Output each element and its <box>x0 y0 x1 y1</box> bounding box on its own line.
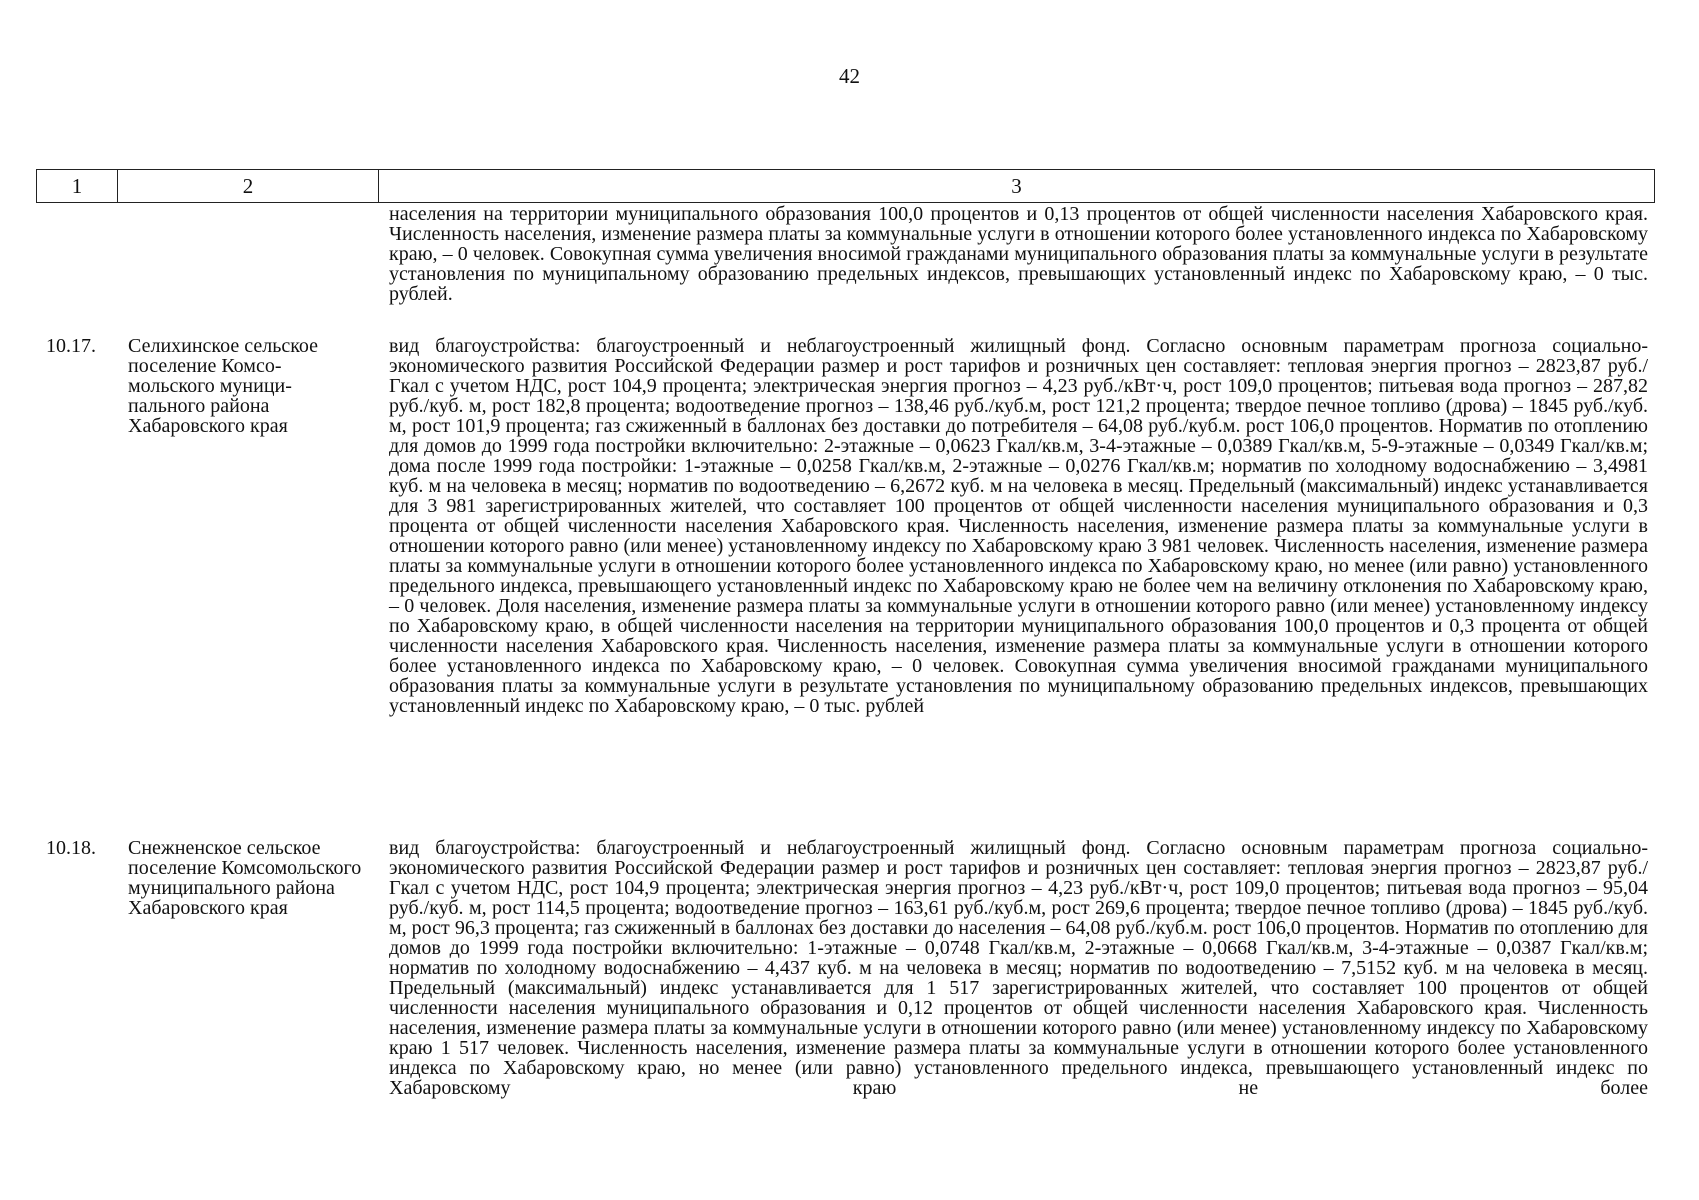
row-number: 10.18. <box>46 837 96 859</box>
page-number: 42 <box>839 64 860 88</box>
table-header <box>36 169 1655 203</box>
row-text: вид благоустройства: благоустроенный и неблагоустроенный жилищный фонд. Согласно основным параметрам прогноза социально-экономического развития Российской Федерации размер и рост тарифов и розничных цен составляет: тепловая энергия прогноз – 2823,87 руб./Гкал с учетом НДС, рост 104,9 процента; электрическая энергия прогноз – 4,23 руб./кВт·ч, рост 109,0 процентов; питьевая вода прогноз – 95,04 руб./куб. м, рост 114,5 процента; водоотведение прогноз – 163,61 руб./куб.м, рост 269,6 процента; твердое печное топливо (дрова) – 1845 руб./куб. м, рост 96,3 процента; газ сжиженный в баллонах без доставки до населения – 64,08 руб./куб.м. рост 106,0 процентов. Норматив по отоплению для домов до 1999 года постройки включительно: 1-этажные – 0,0748 Гкал/кв.м, 2-этажные – 0,0668 Гкал/кв.м, 3-4-этажные – 0,0387 Гкал/кв.м; норматив по холодному водоснабжению – 4,437 куб. м на человека в месяц; норматив по водоотведению – 7,5152 куб. м на человека в месяц. Предельный (максимальный) индекс устанавливается для 1 517 зарегистрированных жителей, что составляет 100 процентов от общей численности населения муниципального образования и 0,12 процентов от общей численности населения Хабаровского края. Численность населения, изменение размера платы за коммунальные услуги в отношении которого равно (или менее) установленному индексу по Хабаровскому краю 1 517 человек. Численность населения, изменение размера платы за коммунальные услуги в отношении которого более установленного индекса по Хабаровскому краю, но менее (или равно) установленного предельного индекса, превышающего установленный индекс по Хабаровскому краю не более <box>389 837 1648 1099</box>
municipality-name: Селихинское сельское поселение Комсо-мольского муници-пального района Хабаровского края <box>128 335 319 437</box>
row-text: вид благоустройства: благоустроенный и неблагоустроенный жилищный фонд. Согласно основным параметрам прогноза социально-экономического развития Российской Федерации размер и рост тарифов и розничных цен составляет: тепловая энергия прогноз – 2823,87 руб./Гкал с учетом НДС, рост 104,9 процента; электрическая энергия прогноз – 4,23 руб./кВт·ч, рост 109,0 процентов; питьевая вода прогноз – 287,82 руб./куб. м, рост 182,8 процента; водоотведение прогноз – 138,46 руб./куб.м, рост 121,2 процента; твердое печное топливо (дрова) – 1845 руб./куб. м, рост 101,9 процента; газ сжиженный в баллонах без доставки до потребителя – 64,08 руб./куб.м. рост 106,0 процентов. Норматив по отоплению для домов до 1999 года постройки включительно: 2-этажные – 0,0623 Гкал/кв.м, 3-4-этажные – 0,0389 Гкал/кв.м, 5-9-этажные – 0,0349 Гкал/кв.м; дома после 1999 года постройки: 1-этажные – 0,0258 Гкал/кв.м, 2-этажные – 0,0276 Гкал/кв.м; норматив по холодному водоснабжению – 3,4981 куб. м на человека в месяц; норматив по водоотведению – 6,2672 куб. м на человека в месяц. Предельный (максимальный) индекс устанавливается для 3 981 зарегистрированных жителей, что составляет 100 процентов от общей численности населения муниципального образования и 0,3 процента от общей численности населения Хабаровского края. Численность населения, изменение размера платы за коммунальные услуги в отношении которого равно (или менее) установленному индексу по Хабаровскому краю 3 981 человек. Численность населения, изменение размера платы за коммунальные услуги в отношении которого более установленного индекса по Хабаровскому краю, но менее (или равно) установленного предельного индекса, превышающего установленный индекс по Хабаровскому краю не более чем на величину отклонения по Хабаровскому краю, – 0 человек. Доля населения, изменение размера платы за коммунальные услуги в отношении которого равно (или менее) установленному индексу по Хабаровскому краю, в общей численности населения на территории муниципального образования 100,0 процентов и 0,3 процента от общей численности населения Хабаровского края. Численность населения, изменение размера платы за коммунальные услуги в отношении которого более установленного индекса по Хабаровскому краю, – 0 человек. Совокупная сумма увеличения вносимой гражданами муниципального образования платы за коммунальные услуги в результате установления по муниципальному образованию предельных индексов, превышающих установленный индекс по Хабаровскому краю, – 0 тыс. рублей <box>389 335 1648 717</box>
column-header-1: 1 <box>37 170 118 202</box>
column-header-2: 2 <box>118 170 379 202</box>
row-number: 10.17. <box>46 335 96 357</box>
column-header-3: 3 <box>1011 173 1022 198</box>
municipality-name: Снежненское сельское поселение Комсомольского муниципального района Хабаровского края <box>128 837 362 919</box>
continuation-text: населения на территории муниципального образования 100,0 процентов и 0,13 процентов от общей численности населения Хабаровского края. Численность населения, изменение размера платы за коммунальные услуги в отношении которого более установленного индекса по Хабаровскому краю, – 0 человек. Совокупная сумма увеличения вносимой гражданами муниципального образования платы за коммунальные услуги в результате установления по муниципальному образованию предельных индексов, превышающих установленный индекс по Хабаровскому краю, – 0 тыс. рублей. <box>389 203 1648 305</box>
